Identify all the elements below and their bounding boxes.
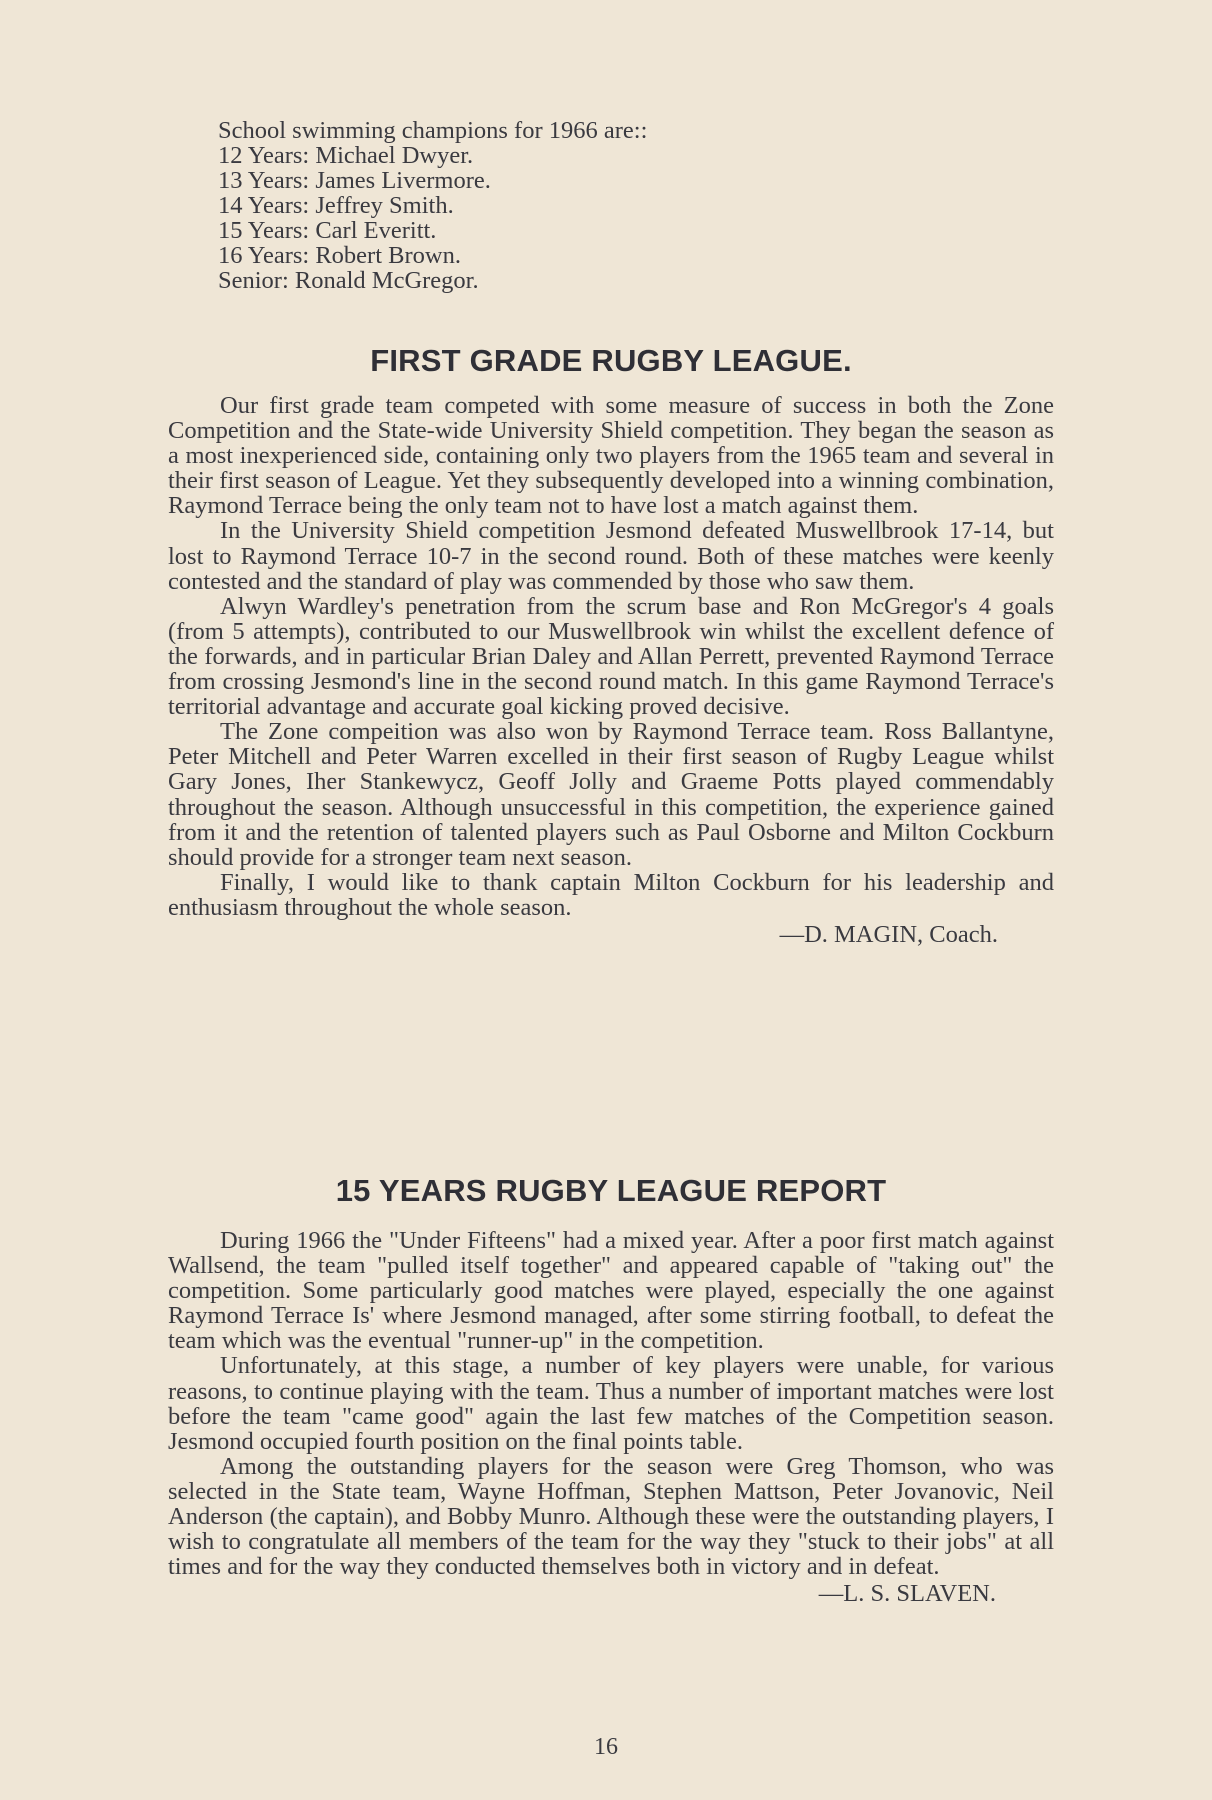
champion-line: 15 Years: Carl Everitt. (218, 217, 437, 244)
champion-line: 12 Years: Michael Dwyer. (218, 142, 474, 169)
first-grade-heading: FIRST GRADE RUGBY LEAGUE. (370, 343, 852, 378)
paragraph: Alwyn Wardley's penetration from the scrum base and Ron McGregor's 4 goals (from 5 attempts), contributed to our Muswellbrook win whilst the excellent defence of the forwards, and in particular Brian Daley and Allan Perrett, prevented Raymond Terrace from crossing Jesmond's line in the second round match. In this game Raymond Terrace's territorial advantage and accurate goal kicking proved decisive. (168, 592, 1054, 721)
paragraph: Unfortunately, at this stage, a number of key players were unable, for various reasons, to continue playing with the team. Thus a number of important matches were lost before the team "came good" again the last few matches of the Competition season. Jesmond occupied fourth position on the final points table. (168, 1352, 1054, 1455)
fifteen-years-report (168, 1228, 1054, 1606)
swimming-champions (218, 118, 918, 293)
champion-line: 16 Years: Robert Brown. (218, 242, 461, 269)
champions-intro: School swimming champions for 1966 are:: (218, 117, 648, 144)
paragraph: Among the outstanding players for the season were Greg Thomson, who was selected in the State team, Wayne Hoffman, Stephen Mattson, Peter Jovanovic, Neil Anderson (the captain), and Bobby Munro. Although these were the outstanding players, I wish to congratulate all members of the team for the way they "stuck to their jobs" at all times and for the way they conducted themselves both in victory and in defeat. (168, 1452, 1054, 1581)
paragraph: In the University Shield competition Jesmond defeated Muswellbrook 17-14, but lost to Raymond Terrace 10-7 in the second round. Both of these matches were keenly contested and the standard of play was commended by those who saw them. (168, 517, 1054, 595)
coach-signature: —D. MAGIN, Coach. (779, 920, 998, 948)
fifteen-years-heading: 15 YEARS RUGBY LEAGUE REPORT (335, 1173, 887, 1208)
page-number: 16 (594, 1734, 618, 1760)
paragraph: Finally, I would like to thank captain Milton Cockburn for his leadership and enthusiasm throughout the whole season. (168, 868, 1054, 921)
champion-line: Senior: Ronald McGregor. (218, 267, 479, 294)
paragraph: The Zone compeition was also won by Raymond Terrace team. Ross Ballantyne, Peter Mitchell and Peter Warren excelled in their first season of Rugby League whilst Gary Jones, Iher Stankewycz, Geoff Jolly and Graeme Potts played commendably throughout the season. Although unsuccessful in this competition, the experience gained from it and the retention of talented players such as Paul Osborne and Milton Cockburn should provide for a stronger team next season. (168, 718, 1054, 871)
champion-line: 13 Years: James Livermore. (218, 167, 491, 194)
paragraph: During 1966 the "Under Fifteens" had a mixed year. After a poor first match against Wallsend, the team "pulled itself together" and appeared capable of "taking out" the competition. Some particularly good matches were played, especially the one against Raymond Terrace Is' where Jesmond managed, after some stirring football, to defeat the team which was the eventual "runner-up" in the competition. (168, 1227, 1054, 1355)
first-grade-report (168, 393, 1054, 947)
paragraph: Our first grade team competed with some measure of success in both the Zone Competition and the State-wide University Shield competition. They began the season as a most inexperienced side, containing only two players from the 1965 team and several in their first season of League. Yet they subsequently developed into a winning combination, Raymond Terrace being the only team not to have lost a match against them. (168, 392, 1054, 520)
champion-line: 14 Years: Jeffrey Smith. (218, 192, 454, 219)
author-signature: —L. S. SLAVEN. (818, 1580, 996, 1608)
